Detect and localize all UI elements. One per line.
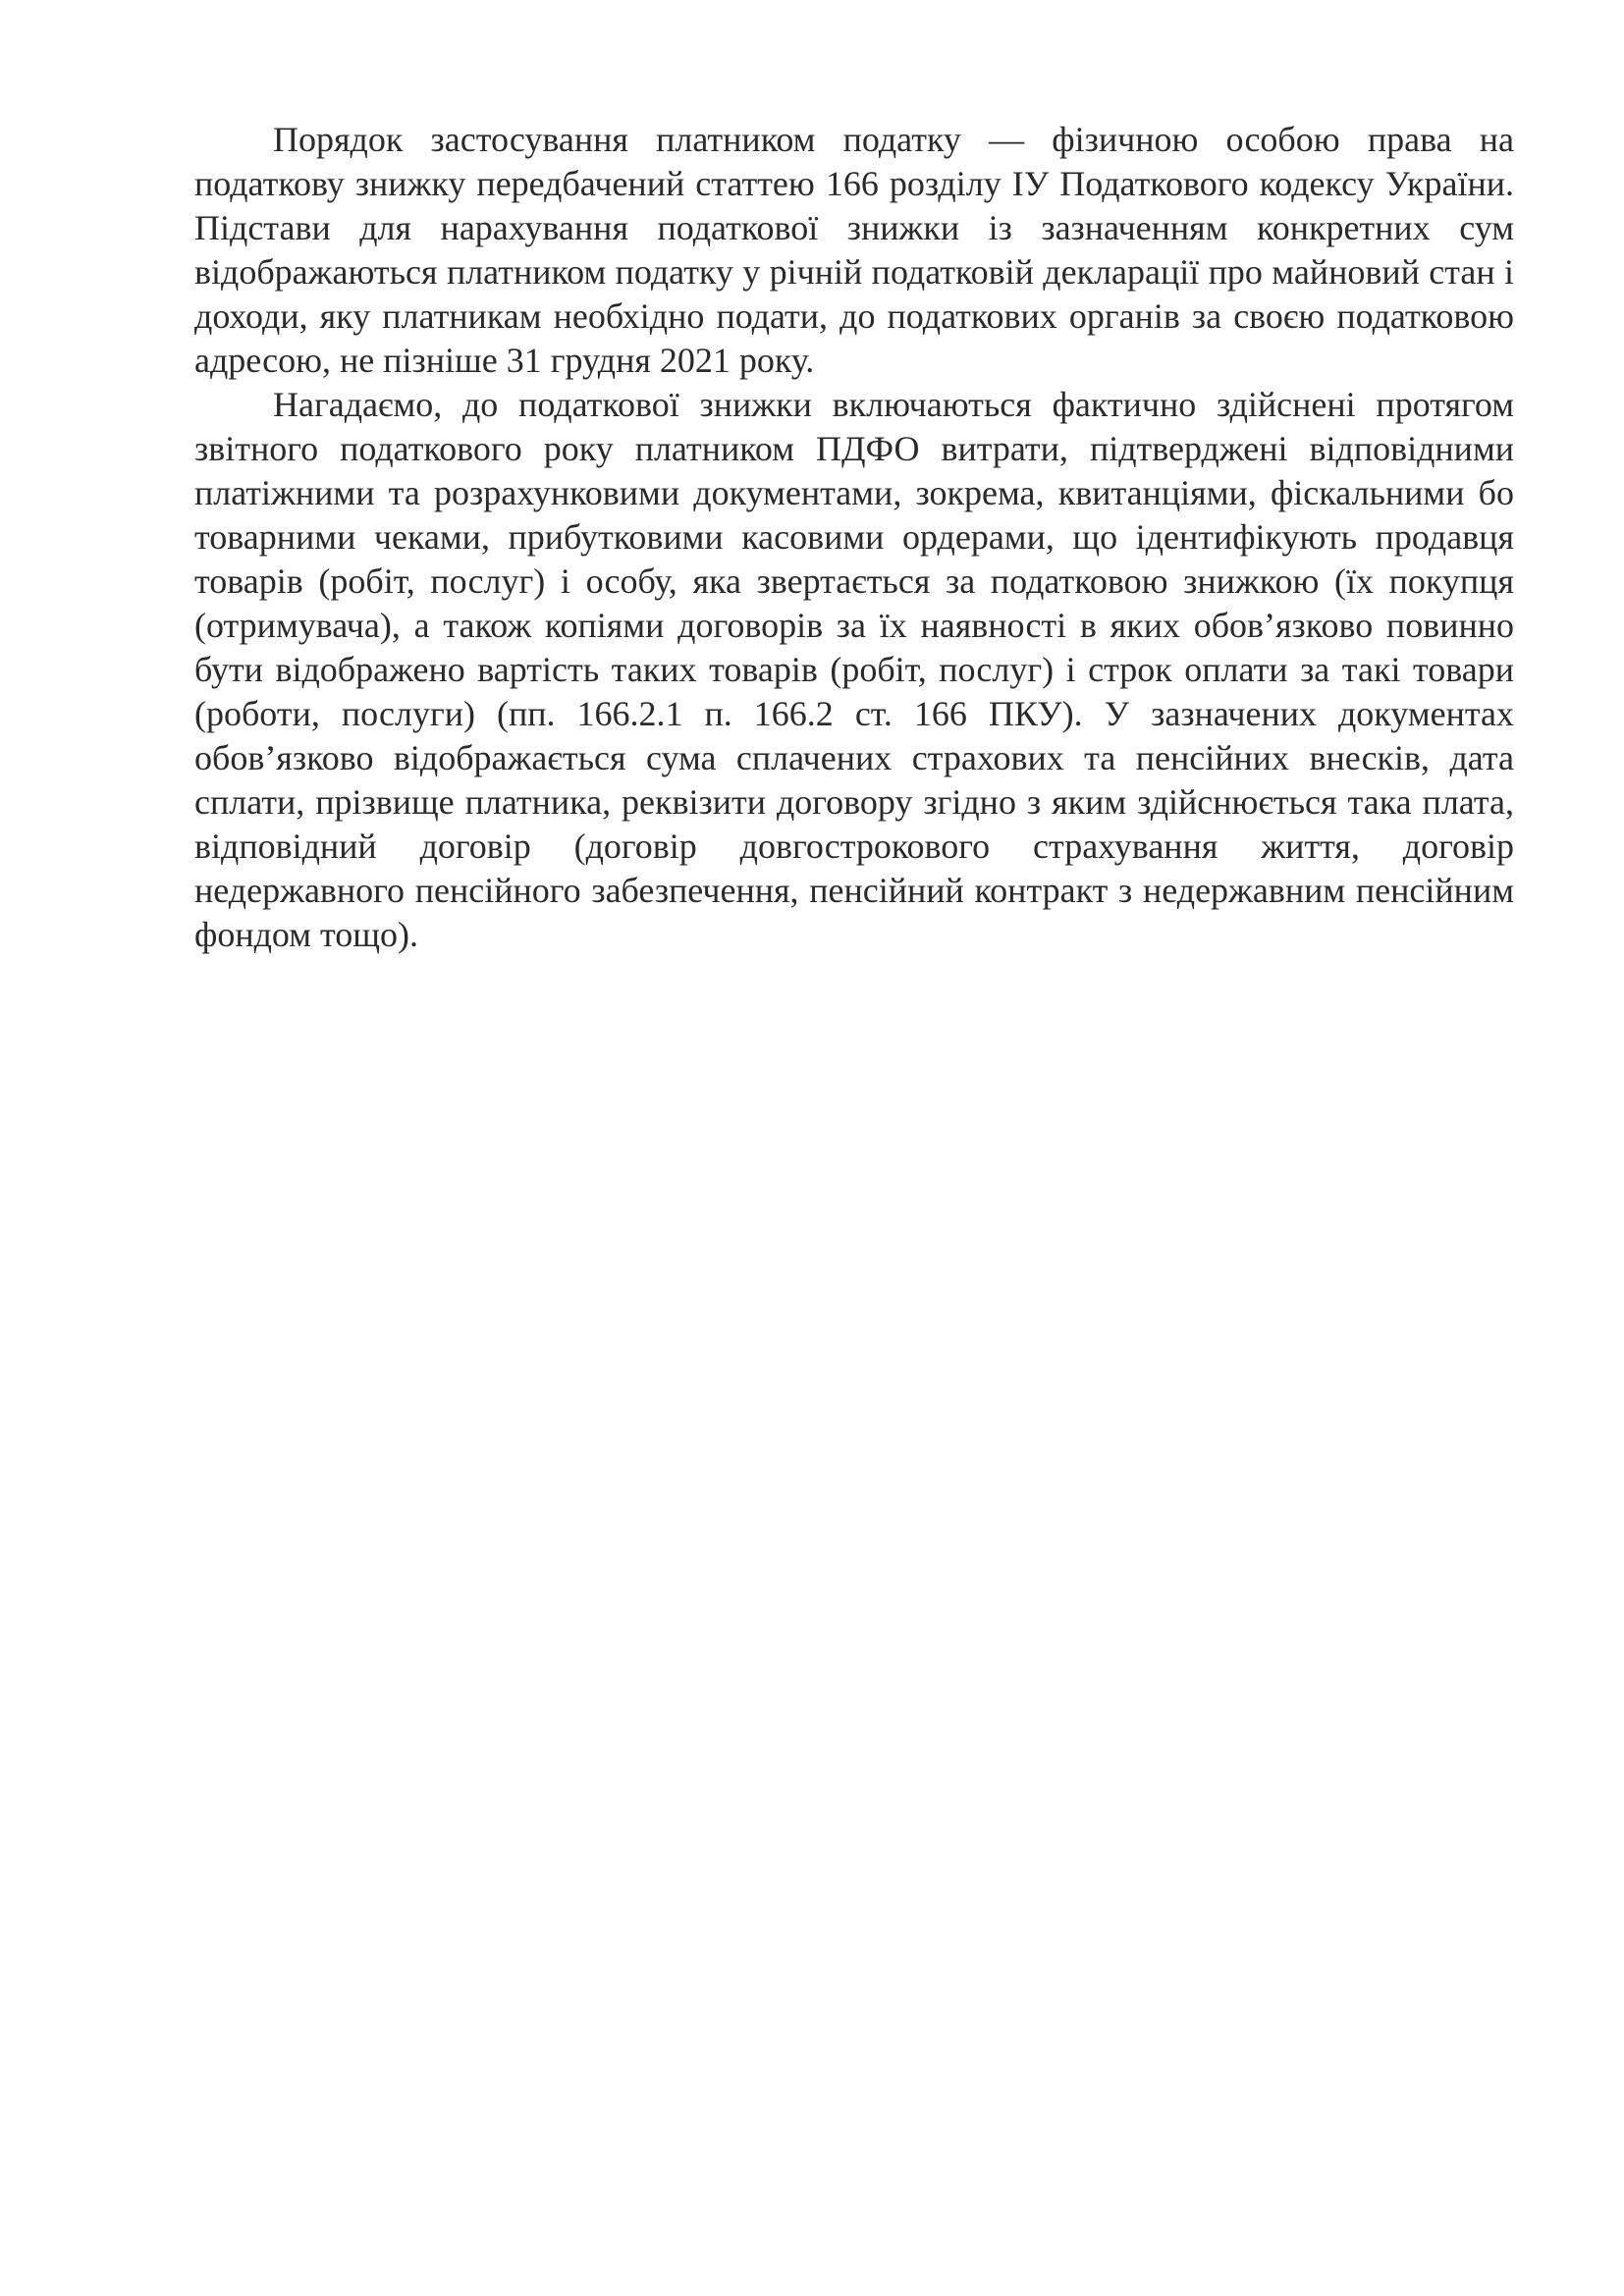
paragraph-tax-discount-expenses: Нагадаємо, до податкової знижки включаються фактично здійснені протягом звітного податкового року платником ПДФО витрати, підтверджені відповідними платіжними та розрахунковими документами, зокрема, квитанціями, фіскальними бо товарними чеками, прибутковими касовими ордерами, що ідентифікують продавця товарів (робіт, послуг) і особу, яка звертається за податковою знижкою (їх покупця (отримувача), а також копіями договорів за їх наявності в яких обов’язково повинно бути відображено вартість таких товарів (робіт, послуг) і строк оплати за такі товари (роботи, послуги) (пп. 166.2.1 п. 166.2 ст. 166 ПКУ). У зазначених документах обов’язково відображається сума сплачених страхових та пенсійних внесків, дата сплати, прізвище платника, реквізити договору згідно з яким здійснюється така плата, відповідний договір (договір довгострокового страхування життя, договір недержавного пенсійного забезпечення, пенсійний контракт з недержавним пенсійним фондом тощо). — [194, 385, 1514, 954]
paragraph-tax-discount-procedure: Порядок застосування платником податку — фізичною особою права на податкову знижку передбачений статтею 166 розділу ІУ Податкового кодексу України. Підстави для нарахування податкової знижки із зазначенням конкретних сум відображаються платником податку у річній податковій декларації про майновий стан і доходи, яку платникам необхідно подати, до податкових органів за своєю податковою адресою, не пізніше 31 грудня 2021 року. — [194, 120, 1514, 380]
document-body — [194, 118, 1514, 957]
